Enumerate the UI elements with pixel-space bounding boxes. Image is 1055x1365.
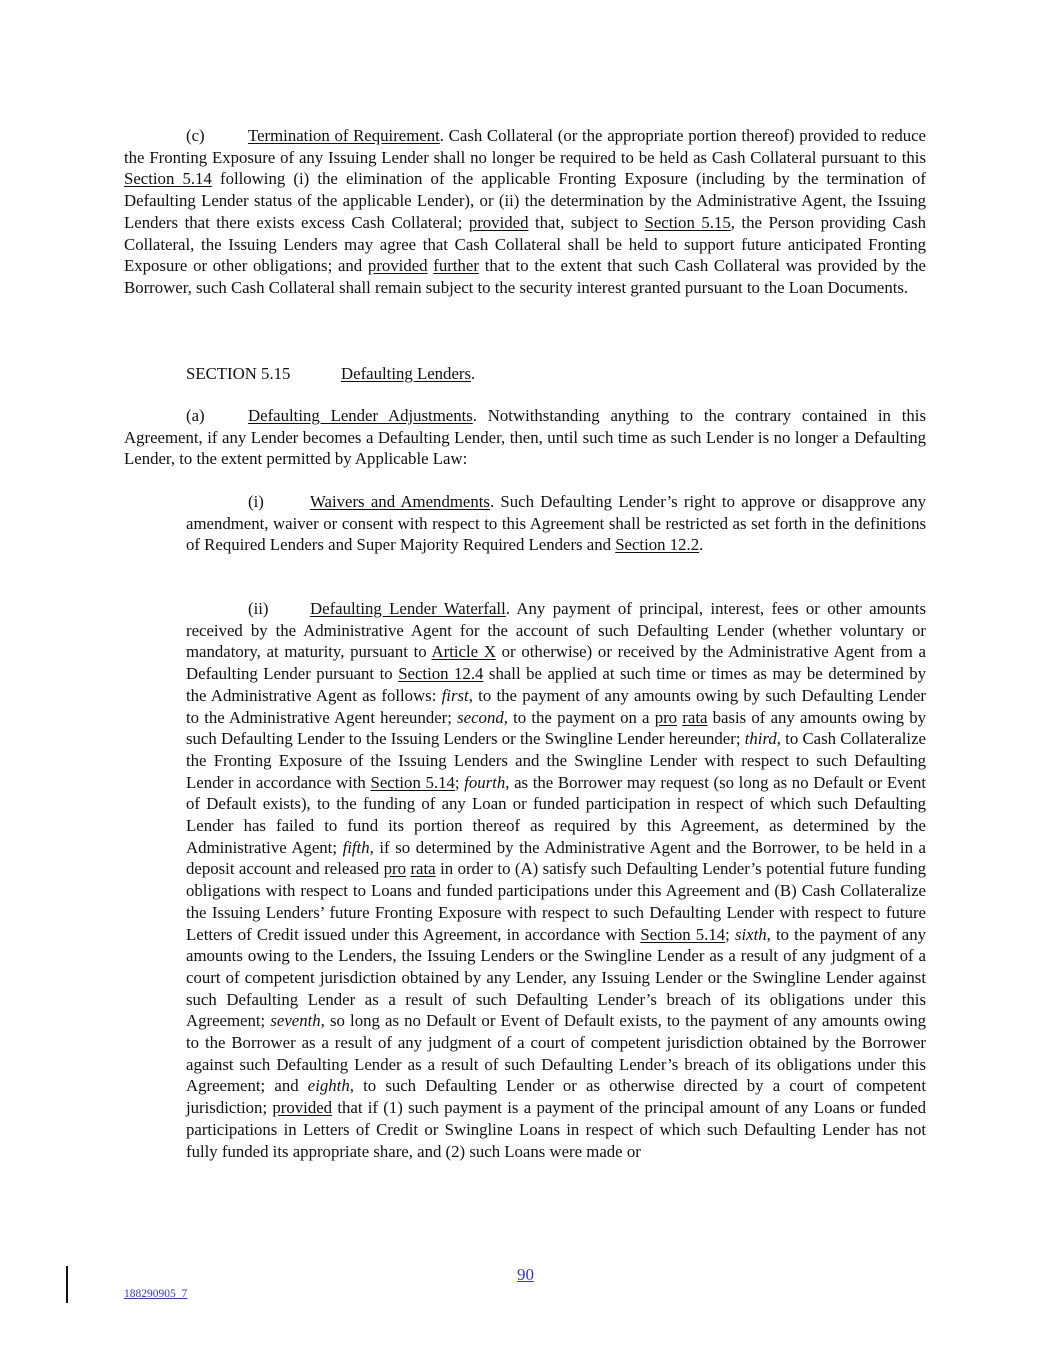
cross-reference: provided	[272, 1098, 333, 1118]
ordinal-term: seventh	[270, 1011, 321, 1031]
cross-reference: Section 12.2	[615, 535, 700, 555]
page-number: 90	[517, 1265, 534, 1284]
ordinal-term: third	[744, 729, 777, 749]
text-run: , to the payment of any amounts owing to the Lenders, the Issuing Lenders or the Swingline Lender as a result of any judgment of a court of competent jurisdiction obtained by any Lender, any Issuing Lender or the Swingline Lender against such Defaulting Lender as a result of such Defaulting Lender’s breach of its obligations under this Agreement;	[186, 924, 927, 1031]
text-run: , to Cash Collateralize the Fronting Exposure of the Issuing Lenders and the Swingline Lender with respect to such Defaulting Lender in accordance with	[186, 729, 926, 792]
cross-reference: Waivers and Amendments	[310, 492, 490, 511]
cross-reference: provided	[367, 256, 428, 276]
text-run: , the Person providing Cash Collateral, the Issuing Lenders may agree that Cash Collateral shall be held to support future anticipated Fronting Exposure or other obligations; and	[124, 212, 927, 276]
paragraph-label: (ii)	[248, 599, 269, 618]
text-run: . Any payment of principal, interest, fees or other amounts received by the Administrative Agent for the account of such Defaulting Lender (whether voluntary or mandatory, at maturity, pursuant to	[186, 599, 926, 662]
cross-reference: Section 5.14	[370, 772, 455, 792]
text-run: in order to (A) satisfy such Defaulting Lender’s potential future funding obligations with respect to Loans and funded participations under this Agreement and (B) Cash Collateralize the Issuing Lenders’ future Fronting Exposure with respect to such Defaulting Lender with respect to future Letters of Credit issued under this Agreement, in accordance with	[186, 859, 926, 944]
cross-reference: further	[433, 256, 479, 276]
cross-reference: Defaulting Lender Adjustments	[248, 406, 473, 425]
paragraph-label: (i)	[248, 492, 264, 511]
paragraph-ii	[186, 598, 926, 1162]
text-run: . Cash Collateral (or the appropriate portion thereof) provided to reduce the Fronting Exposure of any Issuing Lender shall no longer be required to be held as Cash Collateral pursuant to this	[124, 126, 926, 167]
document-id: 188290905_7	[124, 1288, 188, 1300]
text-run: , as the Borrower may request (so long as no Default or Event of Default exists), to the funding of any Loan or funded participation in respect of which such Defaulting Lender has failed to fund its portion thereof as required by this Agreement, as determined by the Administrative Agent;	[186, 772, 927, 857]
ordinal-term: sixth	[734, 924, 767, 944]
cross-reference: pro	[654, 707, 678, 727]
text-run: or otherwise) or received by the Administrative Agent from a Defaulting Lender pursuant to	[186, 642, 926, 684]
cross-reference: Defaulting Lender Waterfall	[310, 599, 506, 618]
cross-reference: Section 5.15	[644, 212, 731, 232]
text-run: that, subject to	[528, 212, 645, 232]
cross-reference: pro	[383, 859, 407, 879]
cross-reference: Section 12.4	[398, 664, 484, 684]
text-run: that if (1) such payment is a payment of the principal amount of any Loans or funded participations in Letters of Credit or Swingline Loans in respect of which such Defaulting Lender has not fully funded its appropriate share, and (2) such Loans were made or	[186, 1098, 926, 1161]
paragraph-a	[124, 405, 926, 470]
text-run: that to the extent that such Cash Collateral was provided by the Borrower, such Cash Collateral shall remain subject to the security interest granted pursuant to the Loan Documents.	[124, 256, 926, 297]
text-run: .	[471, 364, 476, 383]
paragraph-i	[186, 491, 926, 556]
cross-reference: Termination of Requirement	[248, 126, 440, 145]
section-heading	[124, 363, 926, 385]
text-run: , to the payment of any amounts owing by such Defaulting Lender to the Administrative Agent hereunder;	[186, 685, 926, 727]
ordinal-term: first	[441, 685, 469, 705]
text-run: , so long as no Default or Event of Default exists, to the payment of any amounts owing to the Borrower as a result of any judgment of a court of competent jurisdiction obtained by the Borrower against such Defaulting Lender as a result of such Defaulting Lender’s breach of its obligations under this Agreement; and	[186, 1011, 926, 1096]
text-run: ;	[725, 924, 735, 944]
text-run: , to the payment on a	[503, 707, 655, 727]
cross-reference: Defaulting Lenders	[341, 364, 472, 383]
cross-reference: provided	[468, 212, 529, 232]
text-run: .	[699, 535, 704, 555]
paragraph-label: (a)	[186, 406, 205, 425]
text-run: , to such Defaulting Lender or as otherwise directed by a court of competent jurisdiction;	[186, 1076, 926, 1118]
ordinal-term: fifth	[342, 837, 370, 857]
text-run: shall be applied at such time or times as may be determined by the Administrative Agent as follows:	[186, 664, 926, 705]
paragraph-c	[124, 125, 926, 299]
text-run: ;	[454, 772, 465, 792]
change-bar	[66, 1266, 68, 1303]
text-run: , if so determined by the Administrative Agent and the Borrower, to be held in a deposit account and released	[186, 837, 926, 879]
paragraph-label: SECTION 5.15	[186, 364, 291, 383]
ordinal-term: fourth	[464, 772, 506, 792]
paragraph-label: (c)	[186, 126, 205, 145]
cross-reference: rata	[410, 859, 436, 879]
text-run: . Notwithstanding anything to the contrary contained in this Agreement, if any Lender becomes a Defaulting Lender, then, until such time as such Lender is no longer a Defaulting Lender, to the extent permitted by Applicable Law:	[124, 406, 926, 469]
cross-reference: Section 5.14	[640, 924, 726, 944]
text-run: following (i) the elimination of the applicable Fronting Exposure (including by the termination of Defaulting Lender status of the applicable Lender), or (ii) the determination by the Administrative Agent, the Issuing Lenders that there exists excess Cash Collateral;	[124, 169, 926, 232]
text-run: . Such Defaulting Lender’s right to approve or disapprove any amendment, waiver or consent with respect to this Agreement shall be restricted as set forth in the definitions of Required Lenders and Super Majority Required Lenders and	[186, 492, 927, 555]
text-run: basis of any amounts owing by such Defaulting Lender to the Issuing Lenders or the Swingline Lender hereunder;	[186, 707, 927, 749]
ordinal-term: second	[457, 707, 504, 727]
cross-reference: Article X	[431, 642, 496, 662]
cross-reference: Section 5.14	[124, 169, 212, 189]
ordinal-term: eighth	[307, 1076, 350, 1096]
cross-reference: rata	[682, 707, 708, 727]
